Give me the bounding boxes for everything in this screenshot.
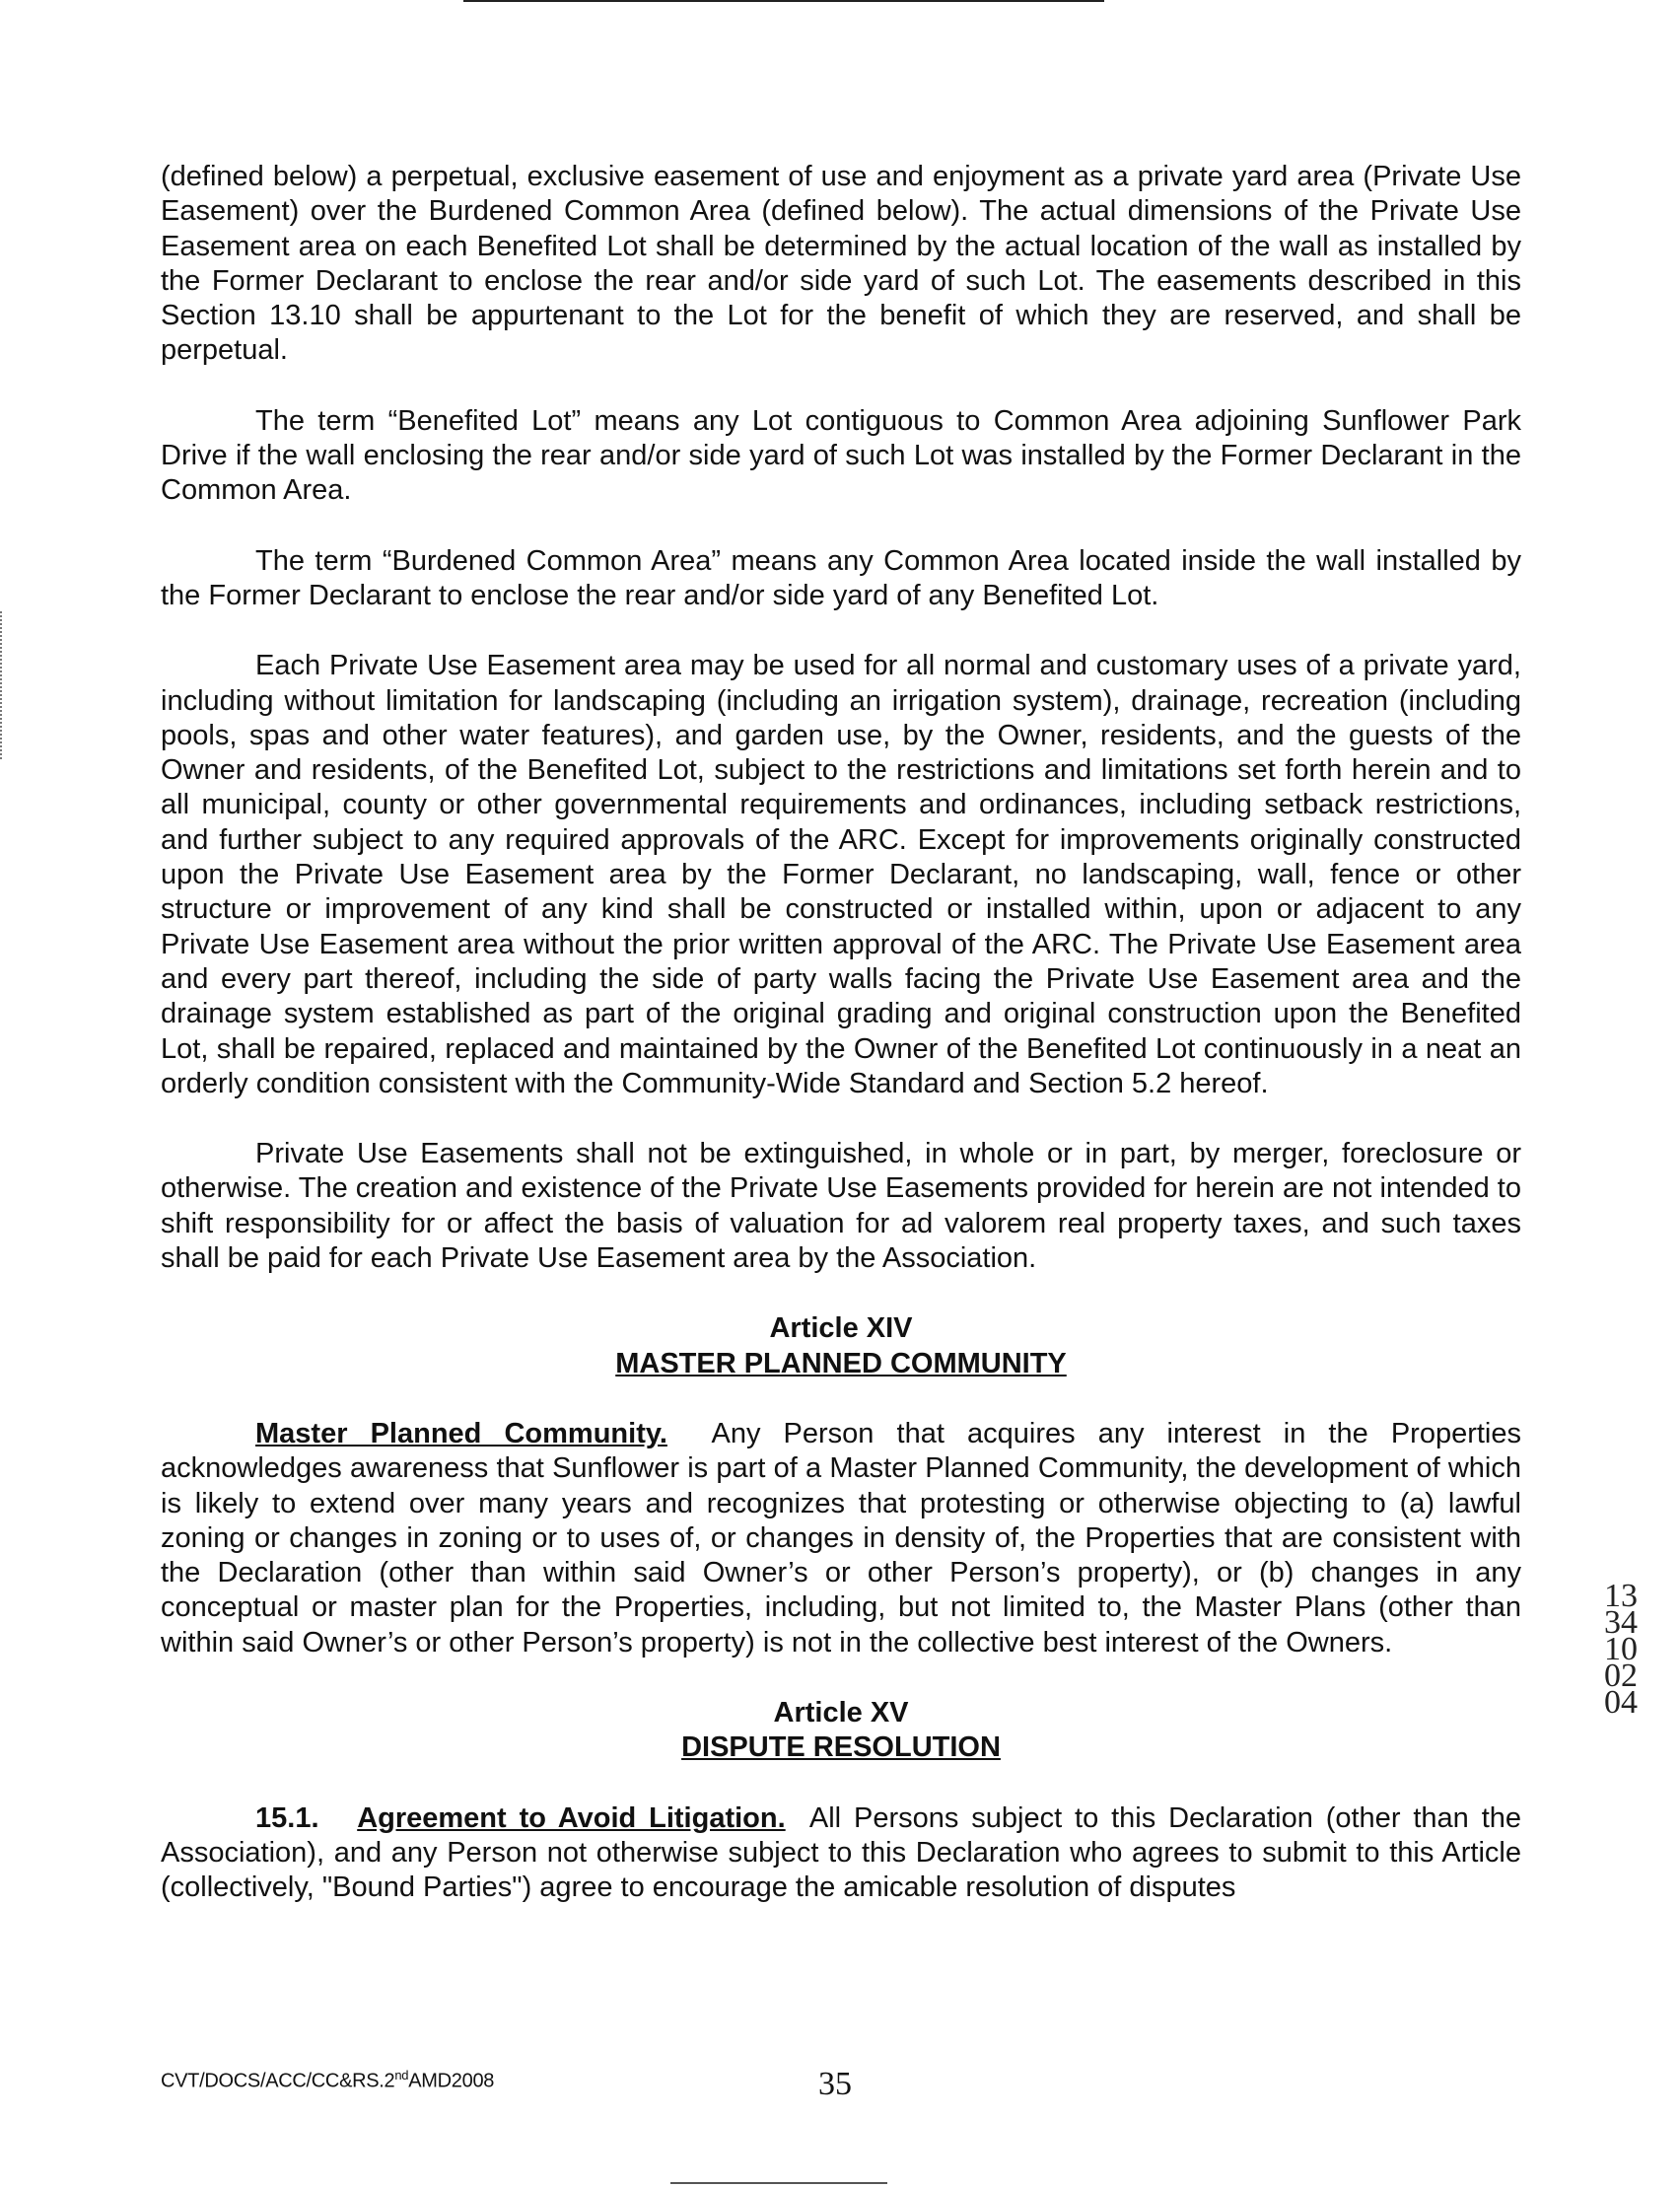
top-scan-rule xyxy=(463,0,1104,2)
page-number: 35 xyxy=(818,2066,852,2102)
document-body xyxy=(161,160,1521,1941)
section-15-1-text: All Persons subject to this Declaration (other than the Association), and any Person not otherwise subject to this Declaration who agrees to submit to this Article (collectively, "Bound Parties") agree to encourage the amicable resolution of disputes xyxy=(161,1801,1522,1904)
section-master-planned-community-title: Master Planned Community. xyxy=(255,1417,667,1449)
bottom-scan-rule xyxy=(670,2182,887,2184)
footer-ref-prefix: CVT/DOCS/ACC/CC&RS.2 xyxy=(161,2070,395,2092)
article-15-heading xyxy=(161,1696,1521,1766)
paragraph-burdened-common-area-definition: The term “Burdened Common Area” means any Common Area located inside the wall installed by the Former Declarant to enclose the rear and/or side yard of any Benefited Lot. xyxy=(161,544,1521,611)
paragraph-private-use-easements-taxes: Private Use Easements shall not be extinguished, in whole or in part, by merger, foreclosure or otherwise. The creation and existence of the Private Use Easements provided for herein are not intended to shift responsibility for or affect the basis of valuation for ad valorem real property taxes, and such taxes shall be paid for each Private Use Easement area by the Association. xyxy=(161,1138,1521,1275)
section-15-1 xyxy=(161,1801,1521,1906)
section-15-1-number: 15.1. xyxy=(255,1801,319,1834)
article-15-title: DISPUTE RESOLUTION xyxy=(681,1731,1001,1764)
footer-ref-superscript: nd xyxy=(394,2068,409,2082)
paragraph-private-use-easement-uses: Each Private Use Easement area may be used for all normal and customary uses of a private yard, including without limitation for landscaping (including an irrigation system), drainage, recreation (including pools, spas and other water features), and garden use, by the Owner, residents, and the guests of the Owner and residents, of the Benefited Lot, subject to the restrictions and limitations set forth herein and to all municipal, county or other governmental requirements and ordinances, including setback restrictions, and further subject to any required approvals of the ARC. Except for improvements originally constructed upon the Private Use Easement area by the Former Declarant, no landscaping, wall, fence or other structure or improvement of any kind shall be constructed or installed within, upon or adjacent to any Private Use Easement area without the prior written approval of the ARC. The Private Use Easement area and every part thereof, including the side of party walls facing the Private Use Easement area and the drainage system established as part of the original grading and original construction upon the Benefited Lot, shall be repaired, replaced and maintained by the Owner of the Benefited Lot continuously in a neat an orderly condition consistent with the Community-Wide Standard and Section 5.2 hereof. xyxy=(161,650,1521,1099)
side-recording-stamp: 1334100204 xyxy=(1604,1578,1638,1721)
left-margin-marks xyxy=(0,611,6,759)
section-master-planned-community-text: Any Person that acquires any interest in the Properties acknowledges awareness that Sunflower is part of a Master Planned Community, the development of which is likely to extend over many years and recognizes that protesting or otherwise objecting to (a) lawful zoning or changes in zoning or to uses of, or changes in density of, the Properties that are consistent with the Declaration (other than within said Owner’s or other Person’s property), or (b) changes in any conceptual or master plan for the Properties, including, but not limited to, the Master Plans (other than within said Owner’s or other Person’s property) is not in the collective best interest of the Owners. xyxy=(161,1417,1521,1659)
paragraph-benefited-lot-definition: The term “Benefited Lot” means any Lot contiguous to Common Area adjoining Sunflower Park Drive if the wall enclosing the rear and/or side yard of such Lot was installed by the Former Declarant in the Common Area. xyxy=(161,404,1521,507)
article-14-title: MASTER PLANNED COMMUNITY xyxy=(615,1347,1067,1379)
paragraph-easement-continuation: (defined below) a perpetual, exclusive easement of use and enjoyment as a private yard area (Private Use Easement) over the Burdened Common Area (defined below). The actual dimensions of the Private Use Easement area on each Benefited Lot shall be determined by the actual location of the wall as installed by the Former Declarant to enclose the rear and/or side yard of such Lot. The easements described in this Section 13.10 shall be appurtenant to the Lot for the benefit of which they are reserved, and shall be perpetual. xyxy=(161,161,1521,367)
article-15-number: Article XV xyxy=(773,1696,909,1729)
article-14-heading xyxy=(161,1311,1521,1381)
section-master-planned-community xyxy=(161,1417,1521,1660)
footer-ref-suffix: AMD2008 xyxy=(408,2070,495,2092)
article-14-number: Article XIV xyxy=(769,1312,913,1345)
section-15-1-title: Agreement to Avoid Litigation. xyxy=(357,1801,786,1834)
footer-document-reference xyxy=(161,2068,494,2093)
